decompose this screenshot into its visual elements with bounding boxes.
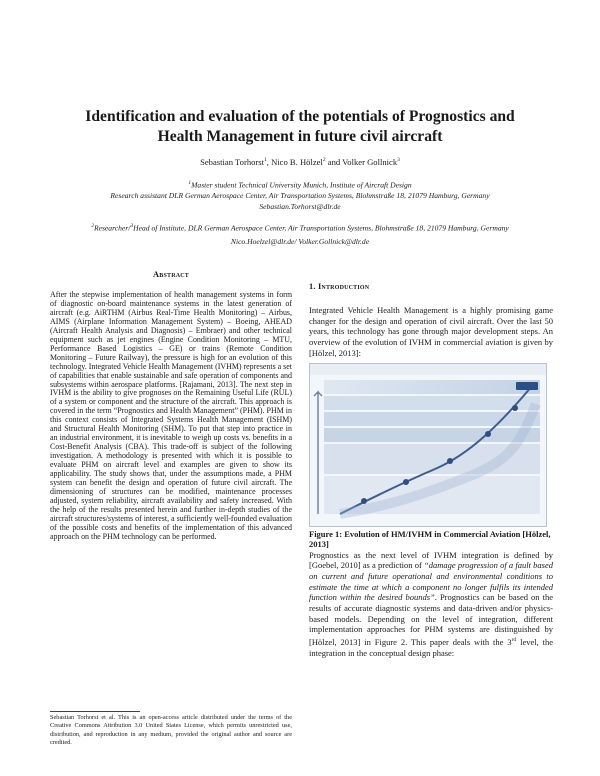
milestone-dot-4 [485, 431, 491, 437]
affiliation-2 [40, 221, 560, 248]
affiliation-2-sup-a: 2 [91, 223, 94, 229]
figure-1-caption: Figure 1: Evolution of HM/IVHM in Commercial Aviation [Hölzel, 2013] [309, 528, 551, 550]
milestone-dot-2 [403, 479, 409, 485]
affiliation-2-email: Nico.Hoelzel@dlr.de/ Volker.Gollnick@dlr.de [230, 237, 370, 247]
affiliation-2-role: Researcher/ [93, 223, 131, 233]
figure-1-graphic [310, 364, 546, 526]
intro-paragraph-2-c: level, the integration in the conceptual design phase: [309, 636, 553, 658]
affiliation-2-sup-b: 3 [130, 223, 134, 229]
author-list [60, 157, 540, 167]
right-column [309, 270, 553, 658]
paper-title [60, 107, 540, 147]
figure-title-bar [310, 364, 546, 375]
author-1-sup: 1 [264, 157, 267, 164]
intro-paragraph-1: Integrated Vehicle Health Management is a highly promising game changer for the design and operation of civil aircraft. Over the last 50 years, this technology has gone through major development steps. An overview of the evolution of IVHM in commercial aviation is given by [Hölzel, 2013]: [309, 305, 553, 358]
author-2-sup: 2 [322, 157, 326, 164]
title-line-1: Identification and evaluation of the potentials of Prognostics and [85, 108, 515, 125]
band-4 [324, 428, 540, 442]
milestone-dot-1 [361, 498, 367, 504]
intro-paragraph-2 [309, 550, 553, 659]
introduction-heading: 1. Introduction [309, 282, 370, 291]
intro-paragraph-2-sup: rd [511, 637, 517, 644]
band-2 [324, 396, 540, 410]
figure-1 [309, 363, 547, 527]
abstract-text: After the stepwise implementation of health management systems in form of diagnostic on-board maintenance systems in the latest generation of aircraft (e.g. AiRTHM (Airbus Real-Time Health Monitoring) – Airbus, AIMS (Airplane Information Management System) – Boeing, AHEAD (Aircraft Health Analysis and Diagnosis) – Embraer) and other technical equipment such as jet engines (Engine Condition Monitoring – MTU, Performance Based Logistics – GE) or trains (Remote Condition Monitoring – Future Railway), the pressure is high for an evolution of this technology. Integrated Vehicle Health Management (IVHM) represents a set of capabilities that enable sustainable and safe operation of components and subsystems within aerospace platforms. [Rajamani, 2013]. The next step in IVHM is the ability to give prognoses on the Remaining Useful Life (RUL) of a system or component and the structure of the aircraft. This approach is covered in the term “Prognostics and Health Management” (PHM). PHM in this context consists of Integrated Systems Health Management (ISHM) and Structural Health Monitoring (SHM). To put that step into practice in an industrial environment, it is inevitable to weigh up costs vs. benefits in a Cost-Benefit Analysis (CBA). This trade-off is subject of the following investigation. A methodology is presented with which it is possible to evaluate PHM on aircraft level and examples are given to show its applicability. The study shows that, under the assumptions made, a PHM system can benefit the design and operation of future civil aircraft. The dimensioning of structures can be modified, maintenance processes adjusted, system reliability, aircraft availability and safety increased. With the help of the results presented herein and further in-depth studies of the aircraft structures/systems of interest, a sufficiently well-founded evaluation of the possible costs and benefits of the implementation of this advanced approach on the PHM technology can be performed. [50, 290, 293, 541]
author-sep-2: and [325, 157, 343, 167]
license-footnote: Sebastian Torhorst et al. This is an open-access article distributed under the terms of the Creative Commons Attribution 3.0 United States License, which permits unrestricted use, distribution, and reproduction in any medium, provided the original author and source are credited. [50, 714, 292, 746]
affiliation-1-text: Master student Technical University Munich, Institute of Aircraft Design [191, 180, 412, 190]
author-3: Volker Gollnick [342, 157, 398, 167]
left-column [50, 270, 292, 542]
affiliation-1-line-2: Research assistant DLR German Aerospace Center, Air Transportation Systems, Blohmstraße 18, 21079 Hamburg, Germany [110, 191, 490, 201]
vertical-axis-arrow [314, 392, 322, 514]
author-3-sup: 3 [397, 157, 400, 164]
affiliation-1 [40, 178, 560, 212]
band-1 [324, 380, 540, 394]
author-2: Nico B. Hölzel [271, 157, 323, 167]
intro-paragraph-2-b: . Prognostics can be based on the results of accurate diagnostic systems and data-driven and/or physics-based models. Depending on the level of integration, different implementation approaches for PHM systems are distinguished by [Hölzel, 2013] in Figure 2. This paper deals with the 3 [309, 592, 553, 647]
milestone-dot-5 [512, 405, 518, 411]
affiliation-2-line-1 [40, 221, 560, 234]
intro-quote: “damage progression of a fault based on current and future operational and environmental conditions to estimate the time at which a component no longer fulfils its intended function within the desired bounds” [309, 560, 553, 603]
affiliation-2-text: Head of Institute, DLR German Aerospace Center, Air Transportation Systems, Blohmstraße 18, 21079 Hamburg, Germany [133, 223, 509, 233]
milestone-dot-3 [447, 458, 453, 464]
author-1: Sebastian Torhorst [200, 157, 265, 167]
author-sep-1: , [266, 157, 272, 167]
footnote-rule [50, 711, 140, 712]
affiliation-1-email: Sebastian.Torhorst@dlr.de [259, 201, 341, 211]
affiliation-1-line-1 [40, 178, 560, 191]
title-line-2: Health Management in future civil aircraft [157, 128, 443, 145]
abstract-heading: Abstract [153, 270, 189, 279]
intro-paragraph-2-a: Prognostics as the next level of IVHM integration is defined by [Goebel, 2010] as a prediction of [309, 549, 553, 571]
future-marker [516, 382, 538, 390]
affiliation-1-sup: 1 [188, 180, 192, 186]
